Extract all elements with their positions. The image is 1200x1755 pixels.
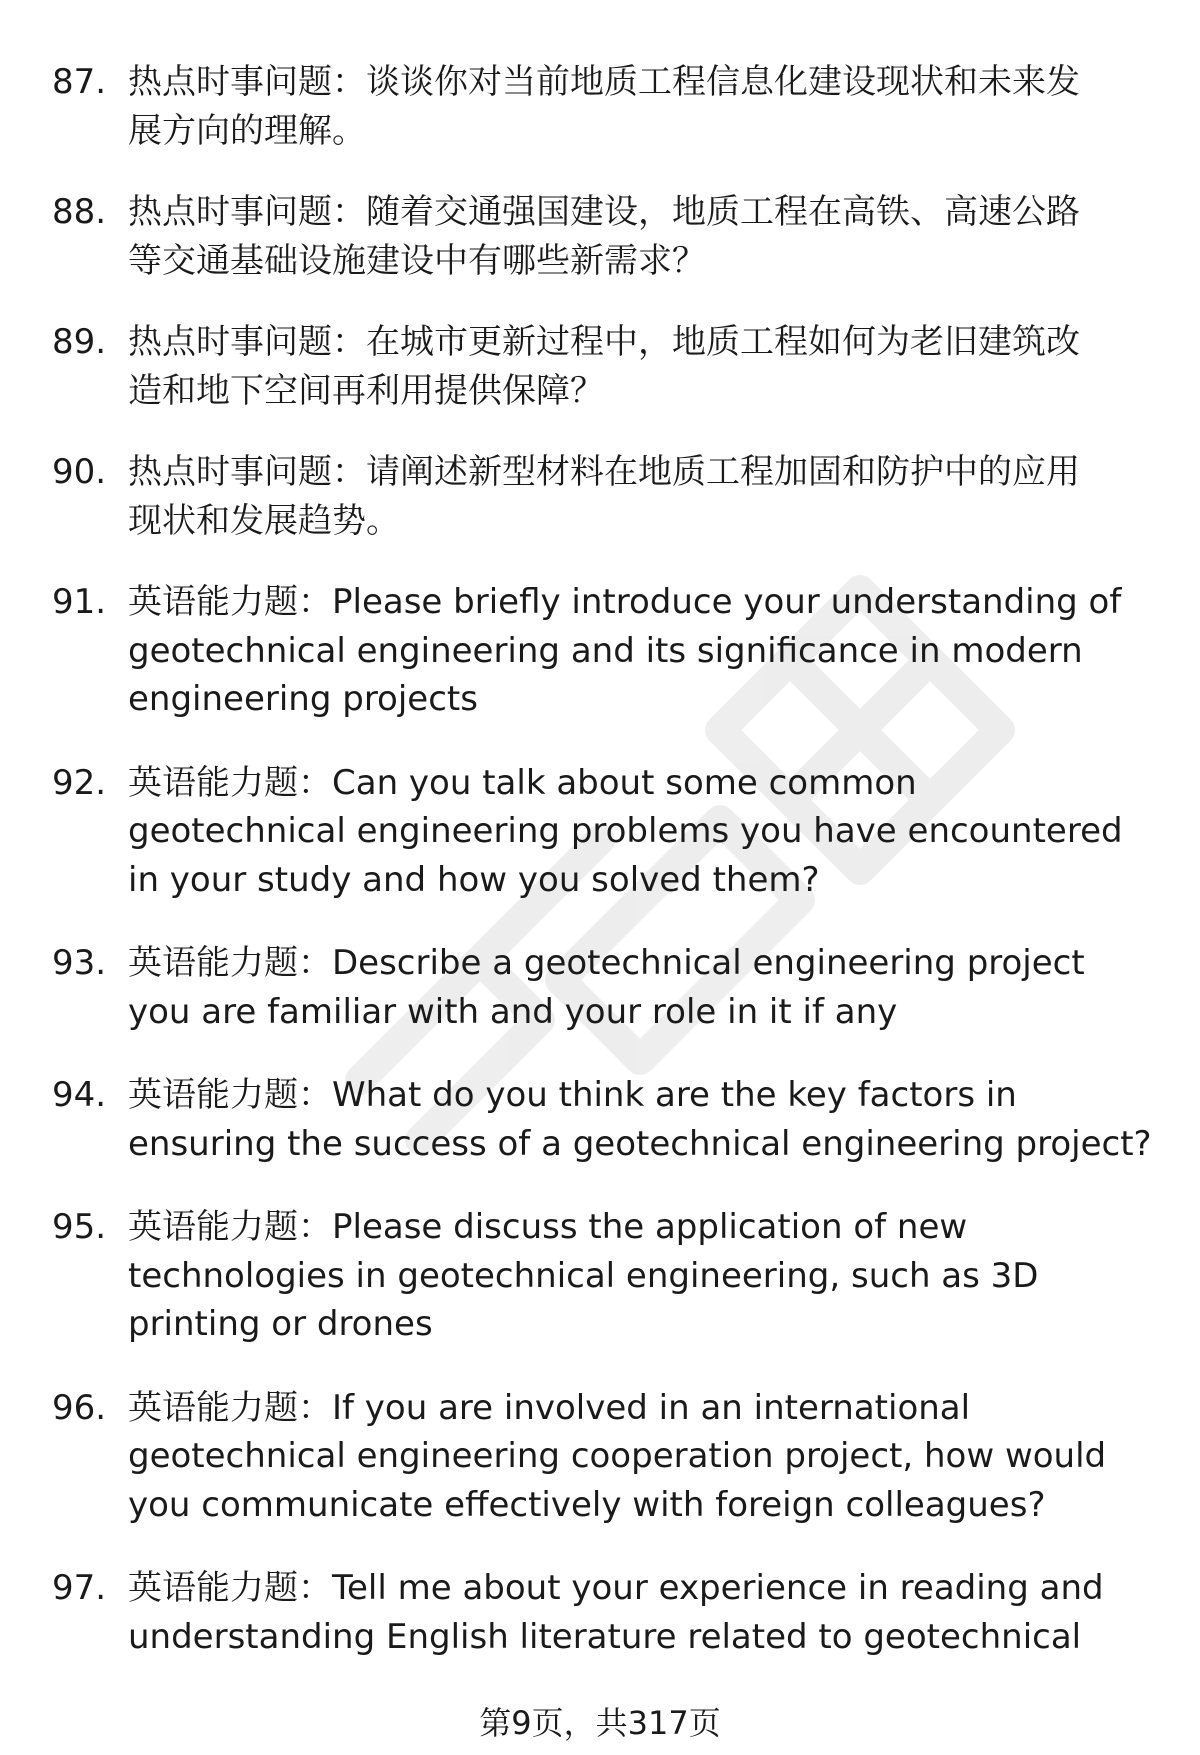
question-item [52,448,1162,545]
question-list [52,58,1162,1661]
question-spacer [52,415,1162,448]
question-spacer [52,1168,1162,1203]
question-item [52,759,1162,905]
question-spacer [52,1529,1162,1564]
question-text: 英语能力题：If you are involved in an international geotechnical engineering cooperation project, how would you communicate effectively with foreign colleagues? [128,1387,1107,1525]
question-number: 95. [52,1207,107,1247]
question-item [52,578,1162,724]
question-item [52,1203,1162,1349]
question-item [52,318,1162,415]
question-item [52,939,1162,1036]
question-text: 英语能力题：Describe a geotechnical engineering project you are familiar with and your role in it if any [128,943,1085,1032]
question-spacer [52,155,1162,188]
question-text: 热点时事问题：在城市更新过程中，地质工程如何为老旧建筑改 造和地下空间再利用提供保障？ [128,322,1080,411]
question-number: 92. [52,762,107,803]
question-item [52,58,1162,155]
question-number: 90. [52,452,107,492]
question-spacer [52,1349,1162,1384]
question-number: 93. [52,943,107,983]
question-number: 88. [52,192,107,232]
question-number: 97. [52,1568,107,1608]
question-text: 英语能力题：What do you think are the key factors in ensuring the success of a geotechnical engineering project? [128,1075,1152,1164]
question-number: 87. [52,62,107,102]
question-number: 91. [52,582,107,622]
question-spacer [52,904,1162,939]
question-item [52,1384,1162,1530]
question-text: 英语能力题：Tell me about your experience in reading and understanding English literature related to geotechnical [128,1568,1104,1657]
question-spacer [52,1036,1162,1071]
question-item [52,188,1162,285]
question-text: 热点时事问题：随着交通强国建设，地质工程在高铁、高速公路 等交通基础设施建设中有哪些新需求？ [128,192,1080,281]
question-text: 热点时事问题：请阐述新型材料在地质工程加固和防护中的应用 现状和发展趋势。 [128,452,1080,541]
question-item [52,1564,1162,1661]
question-number: 89. [52,322,107,362]
question-item [52,1071,1162,1168]
question-spacer [52,285,1162,318]
question-text: 英语能力题：Please discuss the application of new technologies in geotechnical engineering, such as 3D printing or drones [128,1207,1039,1344]
page-footer: 第9页，共317页 [479,1704,721,1742]
question-spacer [52,724,1162,759]
question-text: 热点时事问题：谈谈你对当前地质工程信息化建设现状和未来发 展方向的理解。 [128,62,1080,151]
question-spacer [52,545,1162,578]
question-number: 94. [52,1075,107,1115]
question-text: 英语能力题：Can you talk about some common geotechnical engineering problems you have encountered in your study and how you solved them? [128,762,1123,900]
question-text: 英语能力题：Please briefly introduce your understanding of geotechnical engineering and its significance in modern engineering projects [128,582,1122,719]
question-number: 96. [52,1387,107,1428]
